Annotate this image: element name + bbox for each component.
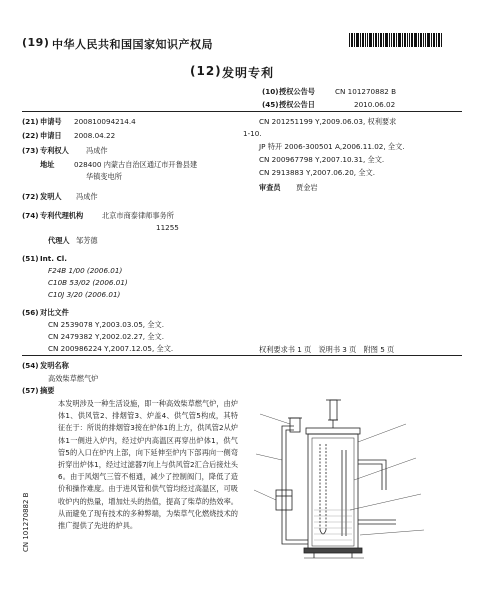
pub-number-label: 授权公告号 [279,87,315,96]
page-counts: 权利要求书 1 页 说明书 3 页 附图 5 页 [259,345,395,354]
citation-item: CN 2539078 Y,2003.03.05, 全文. [48,320,165,329]
furnace-lid [306,428,360,434]
doc-code: (12) [190,64,222,78]
inventor-value: 冯成作 [76,192,98,201]
agency-code: (74) [22,211,39,220]
stove-drawing [246,390,462,585]
ipc-item: F24B 1/00 (2006.01) [48,266,123,275]
app-date-label: 申请日 [40,131,62,140]
office-code: (19) [22,36,50,49]
pub-date-value: 2010.06.02 [354,100,396,109]
pub-number-value: CN 101270882 B [335,87,397,96]
app-date-code: (22) [22,131,39,140]
pages-rule [22,355,462,356]
citation-item: CN 200967798 Y,2007.10.31, 全文. [259,155,385,164]
doc-type: 发明专利 [222,66,275,80]
patentee-code: (73) [22,146,39,155]
app-num-label: 申请号 [40,117,62,126]
title-label: 发明名称 [40,361,69,370]
examiner-label: 审查员 [259,183,281,192]
filter-box [276,490,292,510]
abstract-text: 本发明涉及一种生活设施，即一种高效柴草燃气炉，由炉体1、供风管2、排烟管3、炉盖4、供气管5构成，其特征在于：所说的排烟管3接在炉体1的上方，供风管2从炉体1一侧进入炉内，经过炉内高温区再穿出炉体1，供气管5的入口在炉内上部，向下延伸至炉内下部再向一侧弯折穿出炉体1，经过过滤器7向上与供风管2汇合后接灶头6。由于风烟气三管不相通，减少了控制阀门，降低了造价和操作难度。由于进风管和供气管均经过高温区，可吸收炉内的热量，增加灶头的热值，提高了柴草的热效率。从而避免了现有技术的多种弊端，为柴草气化燃烧技术的推广提供了先进的炉具。 [58,399,238,531]
citation-item: JP 特开 2006-300501 A,2006.11.02, 全文. [259,142,405,151]
patentee-label: 专利权人 [40,146,69,155]
inventor-code: (72) [22,192,39,201]
barcode [349,33,449,47]
citations-label: 对比文件 [40,308,69,317]
address-line1: 028400 内蒙古自治区通辽市开鲁县建 [74,160,198,169]
furnace-body [308,434,358,550]
title-code: (54) [22,361,39,370]
pub-date-label: 授权公告日 [279,100,315,109]
examiner-value: 贾金岩 [296,183,318,192]
agent-value: 邹芳德 [76,236,98,245]
citation-item: CN 200986224 Y,2007.12.05, 全文. [48,344,174,353]
office-name: 中华人民共和国国家知识产权局 [52,38,213,51]
address-label: 地址 [40,160,55,169]
agency-number: 11255 [156,223,179,232]
agent-label: 代理人 [48,236,70,245]
citations-code: (56) [22,308,39,317]
abstract-code: (57) [22,386,39,395]
agency-label: 专利代理机构 [40,211,84,220]
citation-item: CN 2479382 Y,2002.02.27, 全文. [48,332,165,341]
ipc-label: Int. Cl. [40,254,67,263]
pub-number-code: (10) [262,87,279,96]
gas-supply-pipe [286,430,308,540]
side-number: CN 101270882 B [22,492,30,552]
app-date-value: 2008.04.22 [74,131,116,140]
header-rule [22,111,462,112]
inventor-label: 发明人 [40,192,62,201]
ipc-item: C10J 3/20 (2006.01) [48,290,121,299]
invention-title: 高效柴草燃气炉 [48,374,99,383]
agency-value: 北京市商泰律师事务所 [102,211,174,220]
citation-item: CN 2913883 Y,2007.06.20, 全文. [259,168,376,177]
app-num-code: (21) [22,117,39,126]
citation-item: 1-10. [243,129,262,138]
address-line2: 华镇变电所 [86,172,122,181]
ipc-code: (51) [22,254,39,263]
app-num-value: 200810094214.4 [74,117,136,126]
patentee-value: 冯成作 [86,146,108,155]
citation-item: CN 201251199 Y,2009.06.03, 权利要求 [259,117,397,126]
pub-date-code: (45) [262,100,279,109]
ipc-item: C10B 53/02 (2006.01) [48,278,128,287]
abstract-label: 摘要 [40,386,55,395]
chimney-pipe [330,400,337,420]
